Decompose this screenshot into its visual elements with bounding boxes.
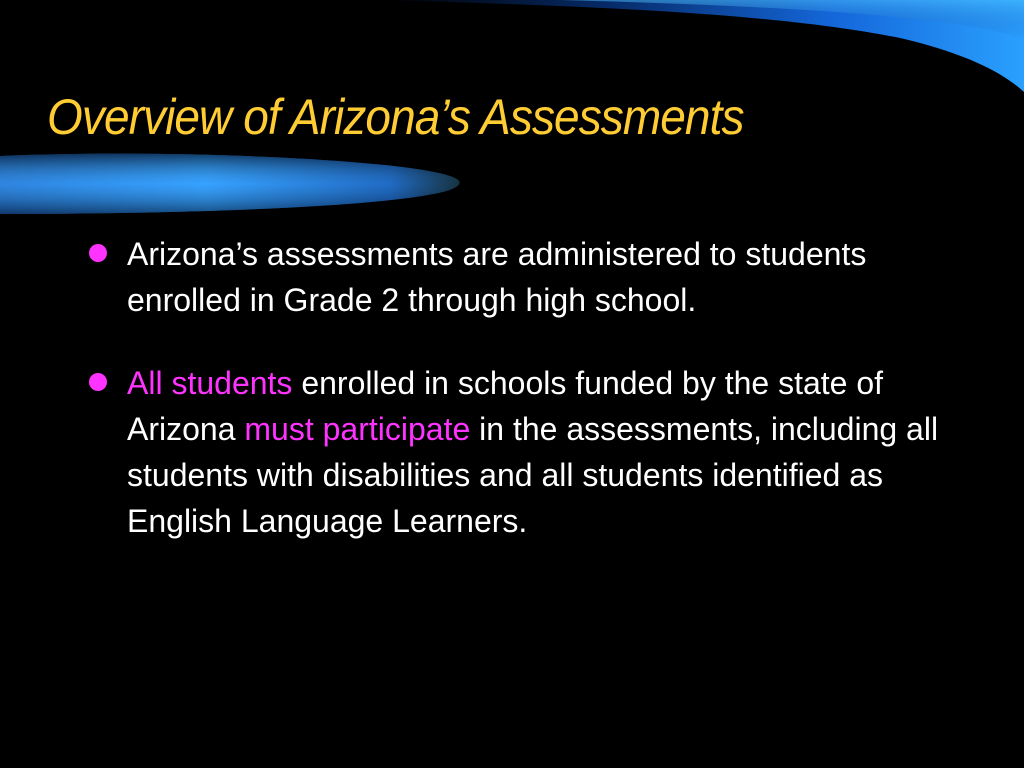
slide-title: Overview of Arizona’s Assessments — [47, 89, 744, 145]
bullet-item — [87, 360, 947, 544]
highlight-all-students: All students — [127, 365, 293, 401]
bullet-text: Arizona’s assessments are administered to students enrolled in Grade 2 through high school. — [127, 236, 867, 318]
bullet-list — [87, 231, 947, 544]
highlight-must-participate: must participate — [244, 411, 471, 447]
bullet-text: enrolled in schools funded by the state of Arizona — [127, 365, 884, 447]
bullet-dot-icon — [89, 373, 107, 391]
bullet-dot-icon — [89, 244, 107, 262]
bullet-item — [87, 231, 947, 323]
bullet-text: in the assessments, including all students with disabilities and all students identified as English Language Learners. — [127, 411, 939, 539]
left-swoosh-shine — [0, 154, 460, 214]
